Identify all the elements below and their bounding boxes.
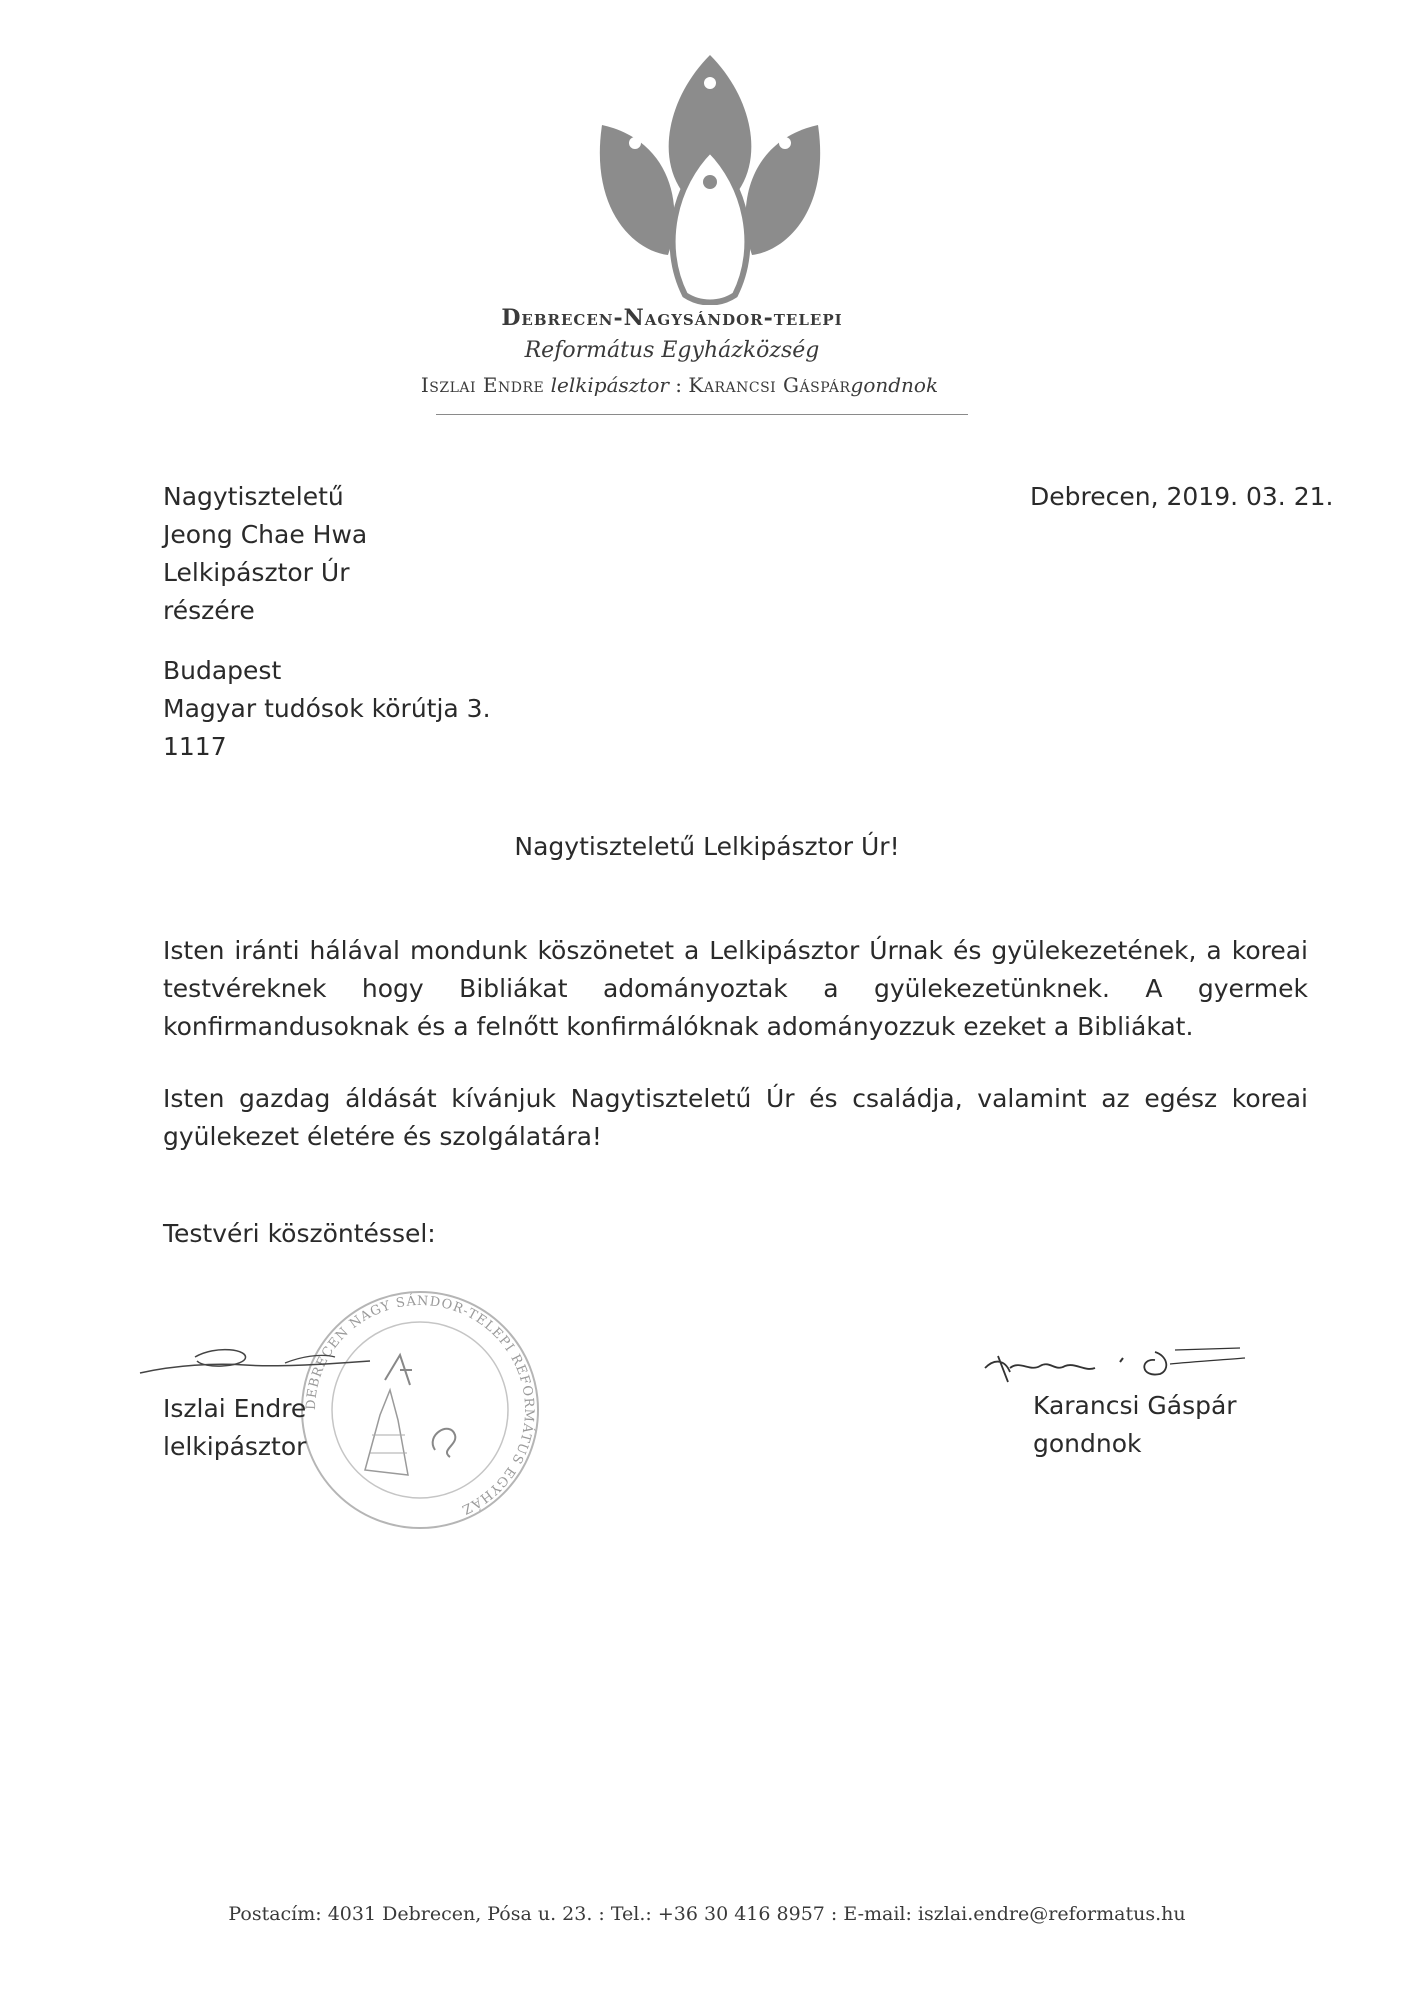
org-subtitle: Református Egyházközség bbox=[524, 338, 820, 363]
officer-separator: : bbox=[675, 373, 683, 397]
curator-title: gondnok bbox=[850, 373, 939, 397]
signer-name: Iszlai Endre bbox=[163, 1394, 307, 1423]
org-officers bbox=[0, 368, 1414, 402]
recipient-line: részére bbox=[163, 596, 255, 625]
recipient-line: Nagytiszteletű bbox=[163, 482, 344, 511]
address-street: Magyar tudósok körútja 3. bbox=[163, 694, 491, 723]
body-paragraph: Isten gazdag áldását kívánjuk Nagytiszteletű Úr és családja, valamint az egész koreai gyülekezet életére és szolgálatára! bbox=[163, 1084, 1308, 1151]
pastor-title: lelkipásztor bbox=[550, 373, 669, 397]
signer-name: Karancsi Gáspár bbox=[1033, 1391, 1237, 1420]
curator-signature bbox=[980, 1338, 1250, 1388]
letter-date: Debrecen, 2019. 03. 21. bbox=[1030, 482, 1334, 511]
address-block bbox=[163, 652, 491, 766]
letterhead bbox=[0, 302, 1414, 402]
footer-contact: Postacím: 4031 Debrecen, Pósa u. 23. : Tel.: +36 30 416 8957 : E-mail: iszlai.endre@reformatus.hu bbox=[228, 1903, 1186, 1925]
official-stamp bbox=[290, 1285, 550, 1535]
svg-text:DEBRECEN NAGY SÁNDOR-TELEPI RE bbox=[304, 1293, 536, 1517]
letter-body bbox=[163, 932, 1308, 1190]
stamp-text: DEBRECEN NAGY SÁNDOR-TELEPI REFORMÁTUS EGYHÁZ bbox=[303, 1293, 537, 1517]
church-logo bbox=[590, 55, 830, 305]
signer-role: lelkipásztor bbox=[163, 1432, 307, 1461]
address-postcode: 1117 bbox=[163, 732, 227, 761]
recipient-line: Jeong Chae Hwa bbox=[163, 520, 368, 549]
salutation: Nagytiszteletű Lelkipásztor Úr! bbox=[514, 832, 900, 861]
address-city: Budapest bbox=[163, 656, 282, 685]
org-name: Debrecen-Nagysándor-telepi bbox=[501, 305, 843, 331]
recipient-block bbox=[163, 478, 367, 630]
closing-phrase: Testvéri köszöntéssel: bbox=[163, 1219, 436, 1248]
pastor-signature bbox=[135, 1335, 375, 1385]
pastor-signer bbox=[163, 1390, 306, 1466]
letterhead-divider bbox=[436, 414, 968, 415]
curator-signer bbox=[1033, 1387, 1237, 1463]
curator-name: Karancsi Gáspár bbox=[688, 373, 851, 397]
recipient-line: Lelkipásztor Úr bbox=[163, 558, 350, 587]
body-paragraph: Isten iránti hálával mondunk köszönetet a Lelkipásztor Úrnak és gyülekezetének, a koreai testvéreknek hogy Bibliákat adományoztak a gyülekezetünknek. A gyermek konfirmandusoknak és a felnőtt konfirmálóknak adományozzuk ezeket a Bibliákat. bbox=[163, 936, 1308, 1041]
signer-role: gondnok bbox=[1033, 1429, 1142, 1458]
pastor-name: Iszlai Endre bbox=[420, 373, 545, 397]
